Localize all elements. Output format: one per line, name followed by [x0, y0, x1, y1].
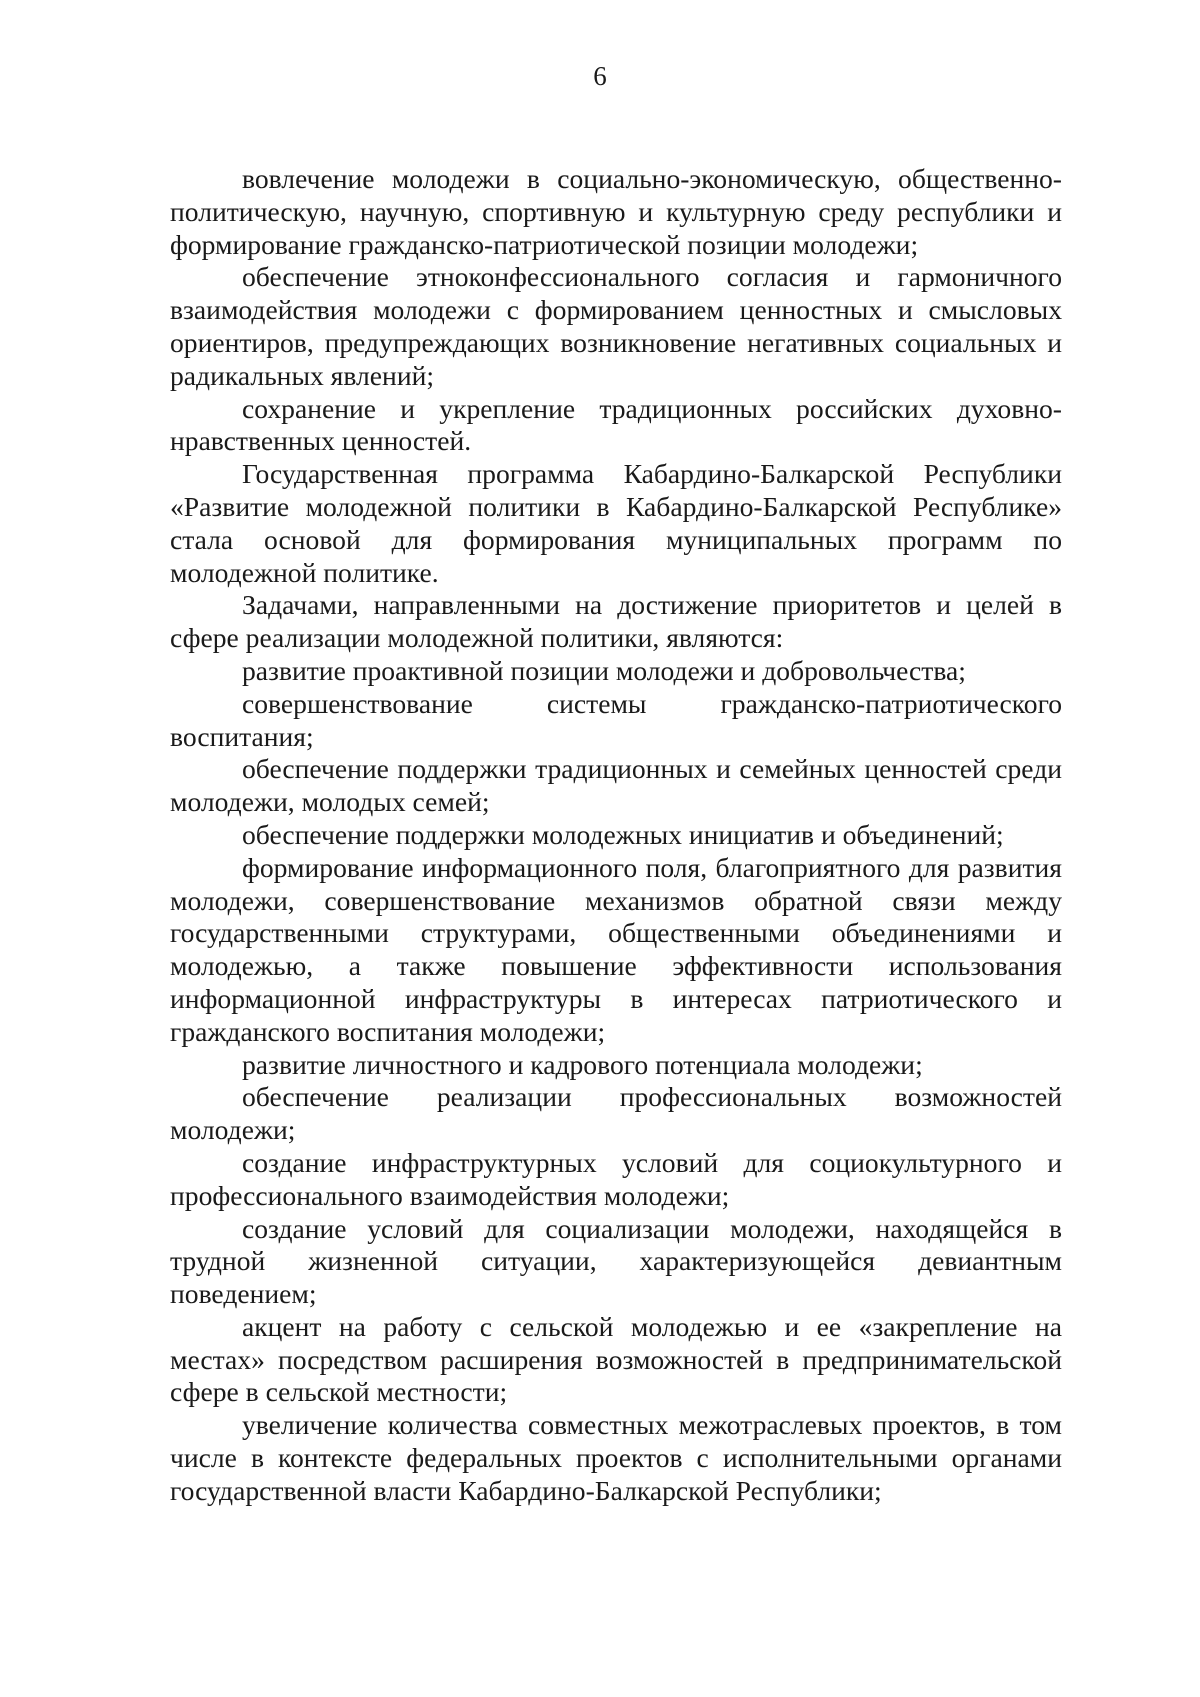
paragraph: обеспечение поддержки традиционных и семейных ценностей среди молодежи, молодых семей;	[170, 753, 1062, 818]
paragraph: Задачами, направленными на достижение приоритетов и целей в сфере реализации молодежной политики, являются:	[170, 589, 1062, 654]
paragraph: акцент на работу с сельской молодежью и ее «закрепление на местах» посредством расширения возможностей в предпринимательской сфере в сельской местности;	[170, 1310, 1062, 1408]
paragraph: обеспечение этноконфессионального согласия и гармоничного взаимодействия молодежи с формированием ценностных и смысловых ориентиров, предупреждающих возникновение негативных социальных и радикальных явлений;	[170, 261, 1062, 391]
paragraph: вовлечение молодежи в социально-экономическую, общественно-политическую, научную, спортивную и культурную среду республики и формирование гражданско-патриотической позиции молодежи;	[170, 163, 1062, 260]
paragraph: развитие личностного и кадрового потенциала молодежи;	[242, 1048, 923, 1080]
paragraph: совершенствование системы гражданско-патриотического воспитания;	[170, 687, 1062, 752]
paragraph: обеспечение реализации профессиональных возможностей молодежи;	[170, 1081, 1062, 1146]
paragraph: обеспечение поддержки молодежных инициатив и объединений;	[242, 818, 1004, 850]
page-number: 6	[593, 61, 607, 91]
paragraph: развитие проактивной позиции молодежи и добровольчества;	[242, 654, 966, 686]
document-body	[170, 163, 1062, 1508]
paragraph: формирование информационного поля, благоприятного для развития молодежи, совершенствование механизмов обратной связи между государственными структурами, общественными объединениями и молодежью, а также повышение эффективности использования информационной инфраструктуры в интересах патриотического и гражданского воспитания молодежи;	[170, 851, 1062, 1047]
paragraph: создание условий для социализации молодежи, находящейся в трудной жизненной ситуации, характеризующейся девиантным поведением;	[170, 1212, 1062, 1310]
paragraph: Государственная программа Кабардино-Балкарской Республики «Развитие молодежной политики в Кабардино-Балкарской Республике» стала основой для формирования муниципальных программ по молодежной политике.	[170, 458, 1062, 588]
paragraph: увеличение количества совместных межотраслевых проектов, в том числе в контексте федеральных проектов с исполнительными органами государственной власти Кабардино-Балкарской Республики;	[170, 1409, 1062, 1506]
paragraph: создание инфраструктурных условий для социокультурного и профессионального взаимодействия молодежи;	[170, 1146, 1062, 1211]
paragraph: сохранение и укрепление традиционных российских духовно-нравственных ценностей.	[170, 392, 1062, 457]
